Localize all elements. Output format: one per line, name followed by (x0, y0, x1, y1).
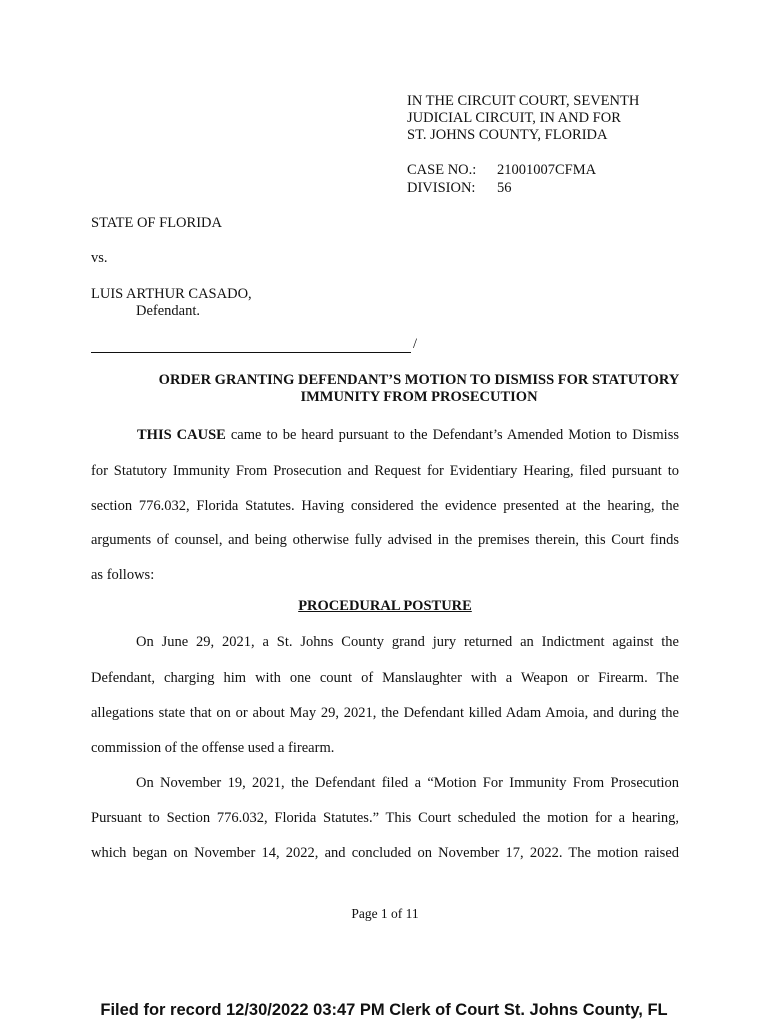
defendant-role: Defendant. (136, 303, 201, 319)
defendant-name: LUIS ARTHUR CASADO, (91, 286, 252, 302)
section-heading: PROCEDURAL POSTURE (298, 598, 472, 614)
court-caption (407, 93, 639, 144)
intro-line-2: for Statutory Immunity From Prosecution and Request for Evidentiary Hearing, filed pursuant to (91, 463, 679, 479)
versus: vs. (91, 250, 108, 266)
plaintiff: STATE OF FLORIDA (91, 215, 222, 231)
caption-slash: / (413, 336, 418, 352)
case-number-value: 21001007CFMA (497, 162, 597, 178)
para2-line-3: which began on November 14, 2022, and concluded on November 17, 2022. The motion raised (91, 845, 679, 861)
order-title-line-2: IMMUNITY FROM PROSECUTION (300, 389, 538, 405)
intro-line-3: section 776.032, Florida Statutes. Having considered the evidence presented at the hearing, the (91, 498, 679, 514)
para1-line-1: On June 29, 2021, a St. Johns County grand jury returned an Indictment against the (136, 634, 679, 650)
caption-rule (91, 352, 411, 353)
case-info (407, 162, 596, 197)
intro-line-4: arguments of counsel, and being otherwise fully advised in the premises therein, this Court finds (91, 532, 679, 548)
division-label: DIVISION: (407, 179, 476, 196)
court-line-3: ST. JOHNS COUNTY, FLORIDA (407, 127, 608, 143)
court-line-2: JUDICIAL CIRCUIT, IN AND FOR (407, 110, 621, 126)
para1-line-4: commission of the offense used a firearm. (91, 740, 335, 756)
filed-stamp: Filed for record 12/30/2022 03:47 PM Clerk of Court St. Johns County, FL (100, 1001, 668, 1019)
order-title-line-1: ORDER GRANTING DEFENDANT’S MOTION TO DISMISS FOR STATUTORY (158, 372, 680, 388)
intro-line-1 (91, 427, 679, 444)
para2-line-2: Pursuant to Section 776.032, Florida Statutes.” This Court scheduled the motion for a hearing, (91, 810, 679, 826)
para1-line-2: Defendant, charging him with one count of Manslaughter with a Weapon or Firearm. The (91, 670, 679, 686)
intro-lead: THIS CAUSE (137, 427, 226, 443)
division-row (407, 180, 596, 198)
division-value: 56 (497, 179, 512, 196)
intro-line-1-rest: came to be heard pursuant to the Defendant’s Amended Motion to Dismiss (225, 427, 679, 443)
para1-line-3: allegations state that on or about May 29, 2021, the Defendant killed Adam Amoia, and during the (91, 705, 679, 721)
case-number-row (407, 162, 596, 180)
page-number: Page 1 of 11 (351, 906, 419, 921)
intro-line-5: as follows: (91, 567, 155, 583)
para2-line-1: On November 19, 2021, the Defendant filed a “Motion For Immunity From Prosecution (136, 775, 679, 791)
order-title (91, 372, 747, 406)
court-line-1: IN THE CIRCUIT COURT, SEVENTH (407, 93, 640, 109)
case-number-label: CASE NO.: (407, 162, 477, 178)
